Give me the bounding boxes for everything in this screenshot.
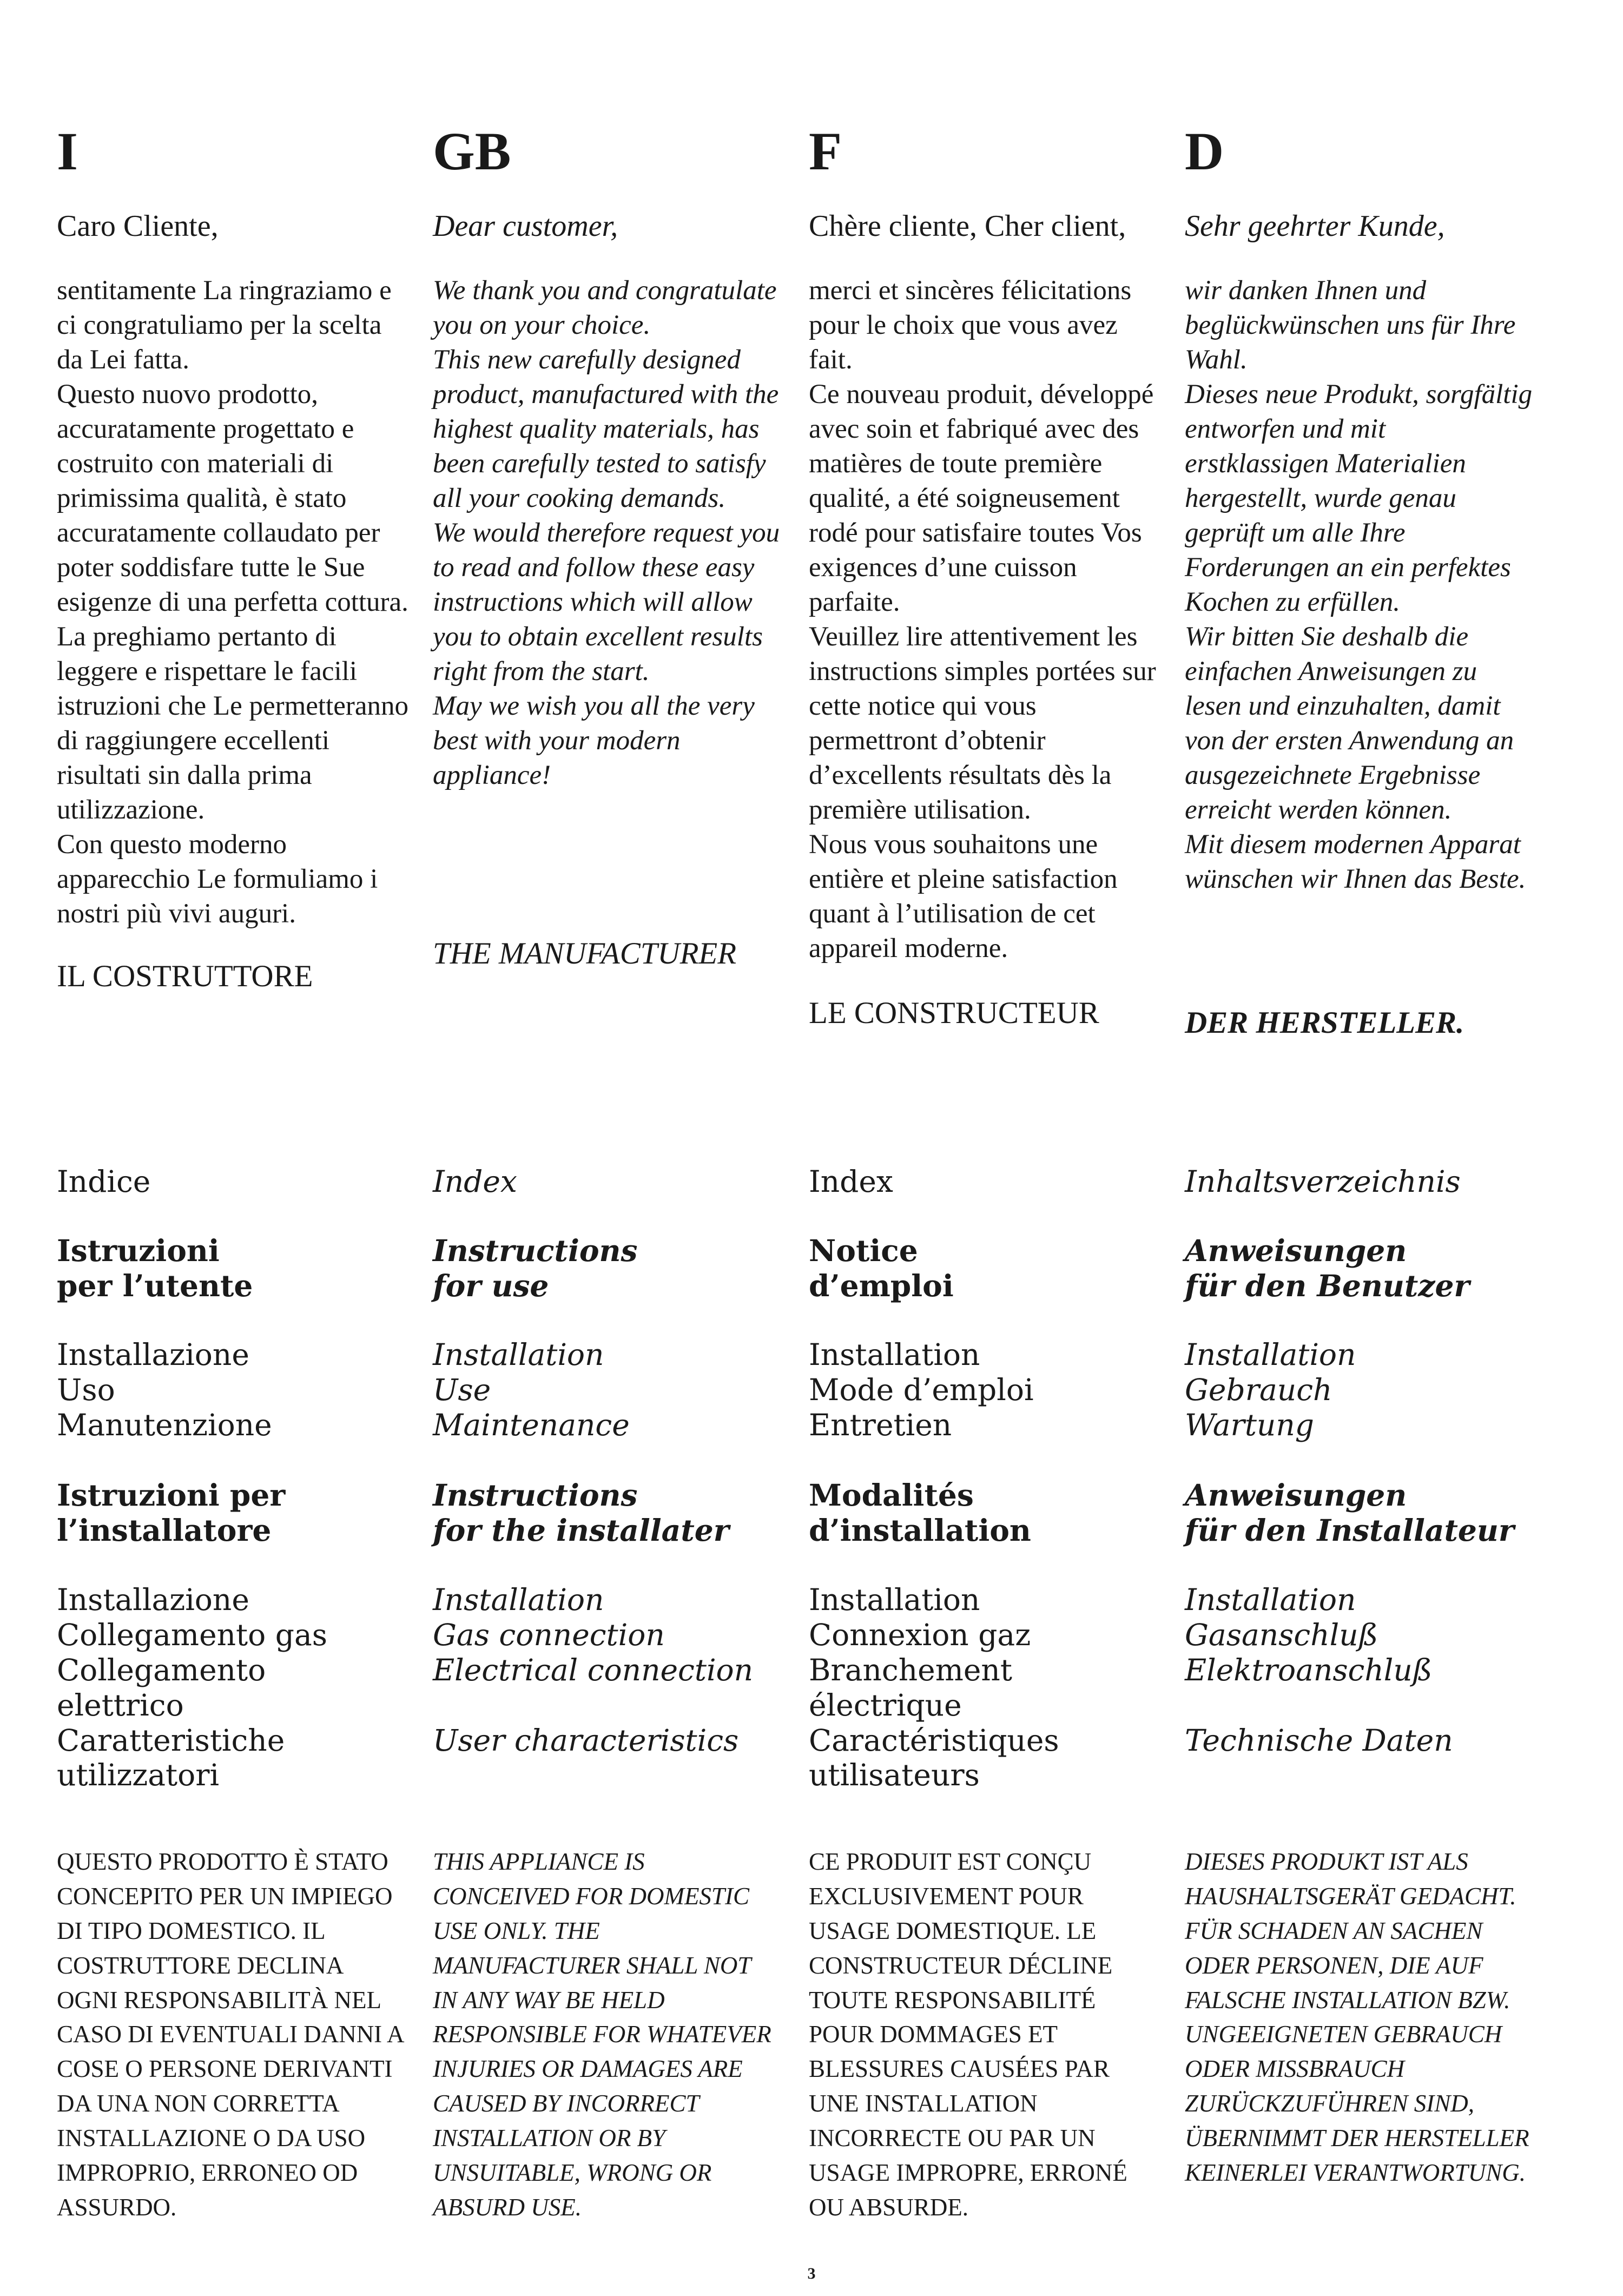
signature: LE CONSTRUCTEUR (809, 996, 1099, 1030)
user-instructions-items: Installation Gebrauch Wartung (1185, 1337, 1356, 1442)
page-number: 3 (807, 2265, 816, 2282)
language-heading: I (57, 121, 78, 181)
signature: IL COSTRUTTORE (57, 959, 313, 993)
index-title: Indice (57, 1164, 151, 1199)
user-instructions-title: Istruzioni per l’utente (57, 1233, 253, 1303)
intro-text: sentitamente La ringraziamo e ci congratuliamo per la scelta da Lei fatta. Questo nuovo prodotto, accuratamente progettato e costruito con materiali di primissima qualità, è stato accuratamente collaudato per poter soddisfare tutte le Sue esigenze di una perfetta cottura. La preghiamo pertanto di leggere e rispettare le facili istruzioni che Le permetteranno di raggiungere eccellenti risultati sin dalla prima utilizzazione. Con questo moderno apparecchio Le formuliamo i nostri più vivi auguri. (57, 275, 408, 929)
greeting: Caro Cliente, (57, 209, 219, 243)
intro-text: We thank you and congratulate you on your choice. This new carefully designed product, manufactured with the highest quality materials, has been carefully tested to satisfy all your cooking demands. We would therefore request you to read and follow these easy instructions which will allow you to obtain excellent results right from the start. May we wish you all the very best with your modern appliance! (433, 275, 780, 790)
user-instructions-title: Notice d’emploi (809, 1233, 954, 1303)
index-title: Inhaltsverzeichnis (1185, 1164, 1461, 1199)
installer-instructions-title: Istruzioni per l’installatore (57, 1477, 286, 1548)
intro-text: merci et sincères félicitations pour le choix que vous avez fait. Ce nouveau produit, développé avec soin et fabriqué avec des matières de toute première qualité, a été soigneusement rodé pour satisfaire toutes Vos exigences d’une cuisson parfaite. Veuillez lire attentivement les instructions simples portées sur cette notice qui vous permettront d’obtenir d’excellents résultats dès la première utilisation. Nous vous souhaitons une entière et pleine satisfaction quant à l’utilisation de cet appareil moderne. (809, 275, 1156, 964)
greeting: Chère cliente, Cher client, (809, 209, 1126, 243)
language-heading: D (1185, 121, 1224, 181)
safety-warning: QUESTO PRODOTTO È STATO CONCEPITO PER UN IMPIEGO DI TIPO DOMESTICO. IL COSTRUTTORE DECLINA OGNI RESPONSABILITÀ NEL CASO DI EVENTUALI DANNI A COSE O PERSONE DERIVANTI DA UNA NON CORRETTA INSTALLAZIONE O DA USO IMPROPRIO, ERRONEO OD ASSURDO. (57, 1848, 403, 2221)
greeting: Dear customer, (433, 209, 618, 243)
installer-instructions-items: Installation Gas connection Electrical connection User characteristics (433, 1582, 754, 1758)
index-title: Index (809, 1164, 893, 1199)
user-instructions-items: Installazione Uso Manutenzione (57, 1337, 272, 1442)
greeting: Sehr geehrter Kunde, (1185, 209, 1445, 243)
language-heading: GB (433, 121, 511, 181)
signature: DER HERSTELLER. (1185, 1006, 1464, 1040)
intro-text: wir danken Ihnen und beglückwünschen uns für Ihre Wahl. Dieses neue Produkt, sorgfältig entworfen und mit erstklassigen Materialien hergestellt, wurde genau geprüft um alle Ihre Forderungen an ein perfektes Kochen zu erfüllen. Wir bitten Sie deshalb die einfachen Anweisungen zu lesen und einzuhalten, damit von der ersten Anwendung an ausgezeichnete Ergebnisse erreicht werden können. Mit diesem modernen Apparat wünschen wir Ihnen das Beste. (1185, 275, 1533, 894)
signature: THE MANUFACTURER (433, 936, 737, 971)
user-instructions-items: Installation Use Maintenance (433, 1337, 630, 1442)
installer-instructions-items: Installation Connexion gaz Branchement électrique Caractéristiques utilisateurs (809, 1582, 1059, 1793)
safety-warning: THIS APPLIANCE IS CONCEIVED FOR DOMESTIC USE ONLY. THE MANUFACTURER SHALL NOT IN ANY WAY BE HELD RESPONSIBLE FOR WHATEVER INJURIES OR DAMAGES ARE CAUSED BY INCORRECT INSTALLATION OR BY UNSUITABLE, WRONG OR ABSURD USE. (433, 1848, 771, 2221)
user-instructions-title: Anweisungen für den Benutzer (1185, 1233, 1470, 1303)
safety-warning: DIESES PRODUKT IST ALS HAUSHALTSGERÄT GEDACHT. FÜR SCHADEN AN SACHEN ODER PERSONEN, DIE AUF FALSCHE INSTALLATION BZW. UNGEEIGNETEN GEBRAUCH ODER MISSBRAUCH ZURÜCKZUFÜHREN SIND, ÜBERNIMMT DER HERSTELLER KEINERLEI VERANTWORTUNG. (1185, 1848, 1529, 2187)
user-instructions-items: Installation Mode d’emploi Entretien (809, 1337, 1034, 1442)
installer-instructions-items: Installation Gasanschluß Elektroanschluß Technische Daten (1185, 1582, 1453, 1758)
user-instructions-title: Instructions for use (433, 1233, 638, 1303)
installer-instructions-items: Installazione Collegamento gas Collegamento elettrico Caratteristiche utilizzatori (57, 1582, 327, 1793)
safety-warning: CE PRODUIT EST CONÇU EXCLUSIVEMENT POUR USAGE DOMESTIQUE. LE CONSTRUCTEUR DÉCLINE TOUTE RESPONSABILITÉ POUR DOMMAGES ET BLESSURES CAUSÉES PAR UNE INSTALLATION INCORRECTE OU PAR UN USAGE IMPROPRE, ERRONÉ OU ABSURDE. (809, 1848, 1127, 2221)
installer-instructions-title: Instructions for the installater (433, 1477, 729, 1548)
installer-instructions-title: Anweisungen für den Installateur (1185, 1477, 1514, 1548)
installer-instructions-title: Modalités d’installation (809, 1477, 1031, 1548)
language-heading: F (809, 121, 842, 181)
index-title: Index (433, 1164, 517, 1199)
